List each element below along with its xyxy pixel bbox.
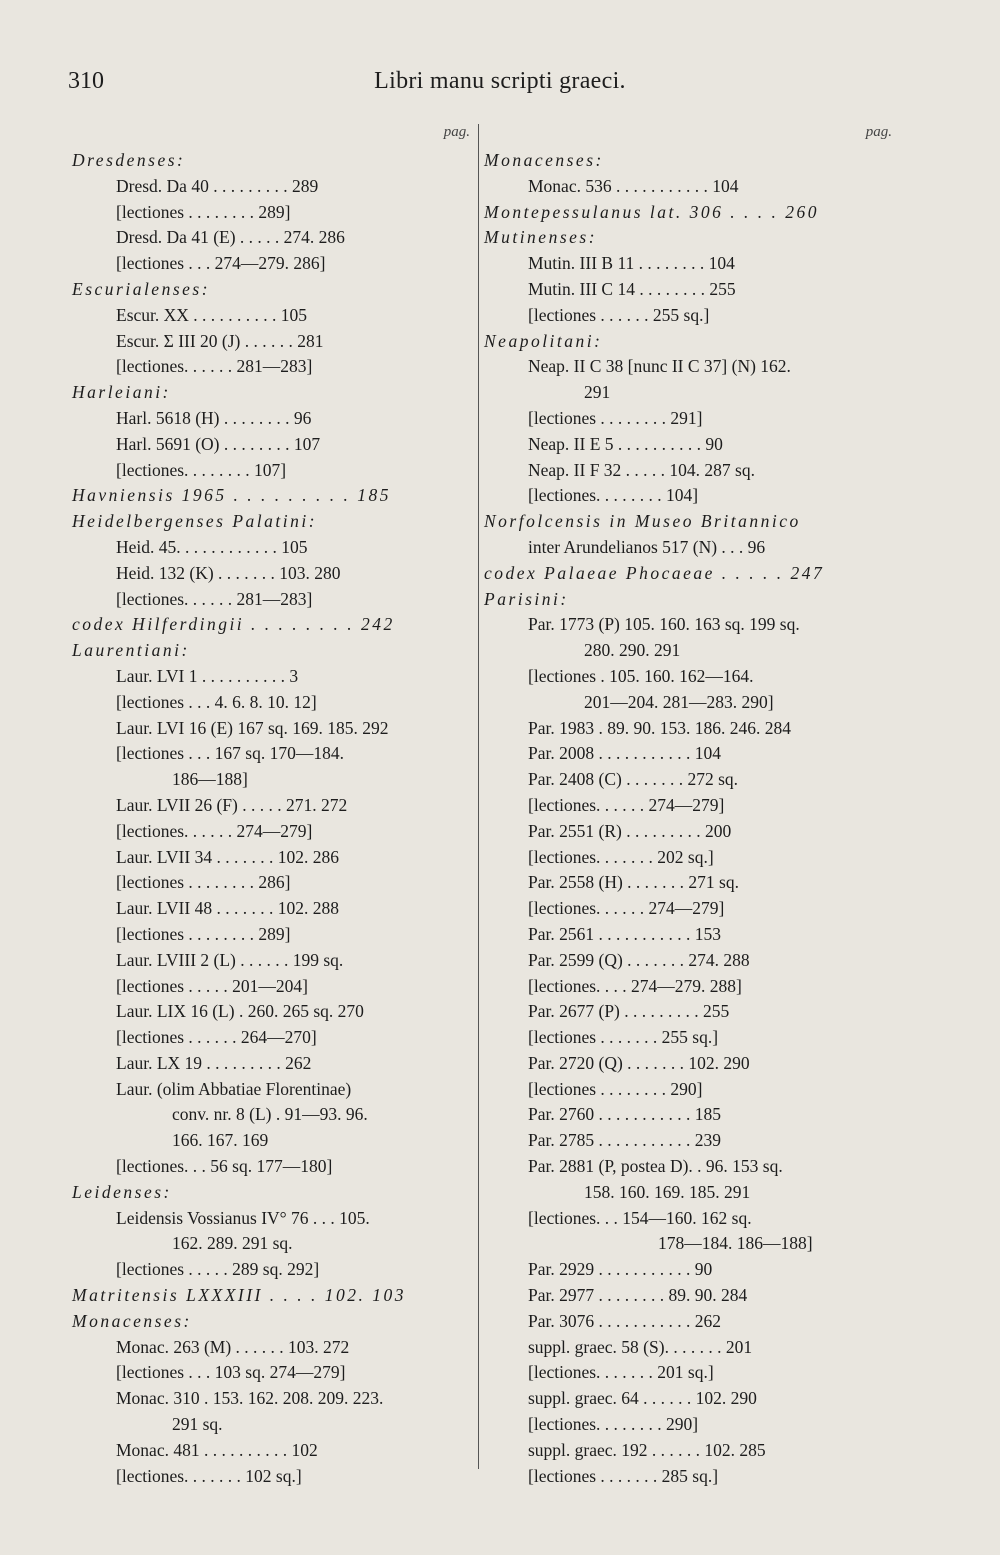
index-entry: [lectiones . . . . . 289 sq. 292] <box>116 1259 320 1280</box>
index-entry: [lectiones. . . . . . . 201 sq.] <box>528 1362 714 1383</box>
index-entry: [lectiones. . . . 274—279. 288] <box>528 975 742 996</box>
index-entry: Par. 2599 (Q) . . . . . . . 274. 288 <box>528 949 750 970</box>
index-entry: Laur. LVII 34 . . . . . . . 102. 286 <box>116 846 339 867</box>
index-column-right <box>484 124 892 1489</box>
index-entry: Laur. LVI 1 . . . . . . . . . . 3 <box>116 665 299 686</box>
index-entry: Neap. II C 38 [nunc II C 37] (N) 162. <box>528 356 791 377</box>
index-entry: [lectiones. . . . . . 274—279] <box>528 794 725 815</box>
index-heading: Harleiani: <box>72 382 171 403</box>
index-entry: [lectiones . . . . . . . . 286] <box>116 872 291 893</box>
index-entry: Par. 2561 . . . . . . . . . . . 153 <box>528 923 721 944</box>
index-entry: [lectiones . . . . . . . 285 sq.] <box>528 1465 719 1486</box>
index-entry: [lectiones. . . . . . 274—279] <box>528 898 725 919</box>
index-entry: Par. 2881 (P, postea D). . 96. 153 sq. <box>528 1156 783 1177</box>
running-head: Libri manu scripti graeci. <box>374 68 626 94</box>
index-heading: Dresdenses: <box>72 150 186 170</box>
index-entry: Par. 1983 . 89. 90. 153. 186. 246. 284 <box>528 717 791 738</box>
index-entry: Par. 3076 . . . . . . . . . . . 262 <box>528 1310 721 1331</box>
index-entry: [lectiones. . . . . . . . 104] <box>528 485 699 506</box>
index-entry: [lectiones . . . 167 sq. 170—184. <box>116 743 344 764</box>
index-heading: Heidelbergenses Palatini: <box>72 511 318 532</box>
index-entry: [lectiones . . . . . . . . 291] <box>528 407 703 428</box>
index-entry: Par. 2551 (R) . . . . . . . . . 200 <box>528 820 732 841</box>
index-entry: Par. 2008 . . . . . . . . . . . 104 <box>528 743 721 764</box>
index-entry: Harl. 5691 (O) . . . . . . . . 107 <box>116 433 321 454</box>
index-heading: Montepessulanus lat. 306 . . . . 260 <box>484 201 819 222</box>
index-entry: [lectiones. . . . . . . 202 sq.] <box>528 846 714 867</box>
index-entry: Laur. LVIII 2 (L) . . . . . . 199 sq. <box>116 949 344 970</box>
page-number: 310 <box>68 68 104 94</box>
index-entry: 162. 289. 291 sq. <box>172 1233 293 1254</box>
index-entry: Heid. 132 (K) . . . . . . . 103. 280 <box>116 562 341 583</box>
index-entry: Par. 2929 . . . . . . . . . . . 90 <box>528 1259 713 1280</box>
index-entry: Mutin. III B 11 . . . . . . . . 104 <box>528 253 735 274</box>
index-entry: suppl. graec. 58 (S). . . . . . . 201 <box>528 1336 753 1357</box>
index-heading: Leidenses: <box>72 1181 172 1202</box>
index-entry: Escur. Σ III 20 (J) . . . . . . 281 <box>116 330 324 351</box>
index-entry: Leidensis Vossianus IV° 76 . . . 105. <box>116 1207 370 1228</box>
index-entry: Par. 2677 (P) . . . . . . . . . 255 <box>528 1001 730 1022</box>
index-heading: Neapolitani: <box>484 330 603 351</box>
index-entry: [lectiones. . . . . . 274—279] <box>116 820 313 841</box>
index-column-left <box>72 124 470 1489</box>
index-entry: Monac. 263 (M) . . . . . . 103. 272 <box>116 1336 350 1357</box>
index-entry: 291 sq. <box>172 1414 223 1435</box>
index-entry: [lectiones . . . . . . 264—270] <box>116 1027 317 1048</box>
index-entry: Par. 2720 (Q) . . . . . . . 102. 290 <box>528 1052 750 1073</box>
index-entry: [lectiones . . . . . . . 255 sq.] <box>528 1027 719 1048</box>
index-entry: Par. 2408 (C) . . . . . . . 272 sq. <box>528 769 738 790</box>
index-entry: Dresd. Da 41 (E) . . . . . 274. 286 <box>116 227 345 248</box>
index-entry: [lectiones . . . . . 201—204] <box>116 975 308 996</box>
index-entry: Dresd. Da 40 . . . . . . . . . 289 <box>116 175 319 196</box>
index-rows-left <box>72 148 470 1489</box>
index-entry: inter Arundelianos 517 (N) . . . 96 <box>528 536 766 557</box>
index-heading: Monacenses: <box>484 150 604 170</box>
index-heading: Parisini: <box>484 588 569 609</box>
index-entry: 280. 290. 291 <box>584 640 681 661</box>
index-entry: 186—188] <box>172 769 248 790</box>
index-heading: codex Hilferdingii . . . . . . . . 242 <box>72 614 395 635</box>
index-entry: 158. 160. 169. 185. 291 <box>584 1181 751 1202</box>
index-entry: [lectiones . . . 103 sq. 274—279] <box>116 1362 346 1383</box>
index-entry: Neap. II E 5 . . . . . . . . . . 90 <box>528 433 723 454</box>
index-heading: Havniensis 1965 . . . . . . . . . 185 <box>72 485 392 506</box>
index-entry: [lectiones. . . . . . . . 290] <box>528 1414 699 1435</box>
index-entry: Laur. (olim Abbatiae Florentinae) <box>116 1078 352 1099</box>
index-entry: [lectiones . . . . . . 255 sq.] <box>528 304 710 325</box>
index-entry: suppl. graec. 192 . . . . . . 102. 285 <box>528 1439 766 1460</box>
index-heading: Mutinenses: <box>484 227 598 248</box>
index-entry: [lectiones . . . . . . . . 289] <box>116 923 291 944</box>
index-heading: Norfolcensis in Museo Britannico <box>484 511 801 532</box>
index-entry: 291 <box>584 382 611 403</box>
index-entry: Par. 2760 . . . . . . . . . . . 185 <box>528 1104 721 1125</box>
index-entry: suppl. graec. 64 . . . . . . 102. 290 <box>528 1388 757 1409</box>
index-entry: [lectiones. . . . . . . 102 sq.] <box>116 1465 302 1486</box>
index-heading: Escurialenses: <box>72 278 211 299</box>
column-divider <box>478 124 479 1469</box>
index-entry: Monac. 310 . 153. 162. 208. 209. 223. <box>116 1388 384 1409</box>
index-heading: codex Palaeae Phocaeae . . . . . 247 <box>484 562 825 583</box>
index-entry: [lectiones . . . 4. 6. 8. 10. 12] <box>116 691 317 712</box>
index-entry: 178—184. 186—188] <box>658 1233 813 1254</box>
index-entry: Heid. 45. . . . . . . . . . . . 105 <box>116 536 308 557</box>
index-entry: Laur. LVII 26 (F) . . . . . 271. 272 <box>116 794 348 815</box>
index-entry: [lectiones. . . . . . 281—283] <box>116 356 313 377</box>
index-entry: Laur. LIX 16 (L) . 260. 265 sq. 270 <box>116 1001 364 1022</box>
index-entry: Par. 2785 . . . . . . . . . . . 239 <box>528 1130 721 1151</box>
column-header-pag: pag. <box>865 124 892 140</box>
index-entry: Harl. 5618 (H) . . . . . . . . 96 <box>116 407 312 428</box>
index-entry: Mutin. III C 14 . . . . . . . . 255 <box>528 278 736 299</box>
index-heading: Matritensis LXXXIII . . . . 102. 103 <box>72 1285 407 1306</box>
index-entry: Par. 2977 . . . . . . . . 89. 90. 284 <box>528 1285 748 1306</box>
index-entry: Par. 2558 (H) . . . . . . . 271 sq. <box>528 872 739 893</box>
index-rows-right <box>484 148 892 1489</box>
index-entry: [lectiones . . . 274—279. 286] <box>116 253 326 274</box>
index-heading: Monacenses: <box>72 1310 192 1331</box>
index-entry: Escur. XX . . . . . . . . . . 105 <box>116 304 308 325</box>
index-entry: [lectiones. . . . . . . . 107] <box>116 459 287 480</box>
index-entry: [lectiones. . . 154—160. 162 sq. <box>528 1207 752 1228</box>
index-entry: Laur. LVII 48 . . . . . . . 102. 288 <box>116 898 339 919</box>
column-header-pag: pag. <box>443 124 470 140</box>
index-entry: [lectiones. . . . . . 281—283] <box>116 588 313 609</box>
index-entry: Laur. LVI 16 (E) 167 sq. 169. 185. 292 <box>116 717 389 738</box>
index-entry: Monac. 536 . . . . . . . . . . . 104 <box>528 175 739 196</box>
index-entry: 166. 167. 169 <box>172 1130 269 1151</box>
index-entry: [lectiones. . . 56 sq. 177—180] <box>116 1156 333 1177</box>
index-entry: Monac. 481 . . . . . . . . . . 102 <box>116 1439 318 1460</box>
index-entry: conv. nr. 8 (L) . 91—93. 96. <box>172 1104 368 1125</box>
index-entry: 201—204. 281—283. 290] <box>584 691 774 712</box>
index-entry: Par. 1773 (P) 105. 160. 163 sq. 199 sq. <box>528 614 800 635</box>
index-entry: [lectiones . . . . . . . . 289] <box>116 201 291 222</box>
index-heading: Laurentiani: <box>72 640 190 661</box>
index-entry: [lectiones . . . . . . . . 290] <box>528 1078 703 1099</box>
index-entry: [lectiones . 105. 160. 162—164. <box>528 665 754 686</box>
index-entry: Laur. LX 19 . . . . . . . . . 262 <box>116 1052 312 1073</box>
index-entry: Neap. II F 32 . . . . . 104. 287 sq. <box>528 459 755 480</box>
